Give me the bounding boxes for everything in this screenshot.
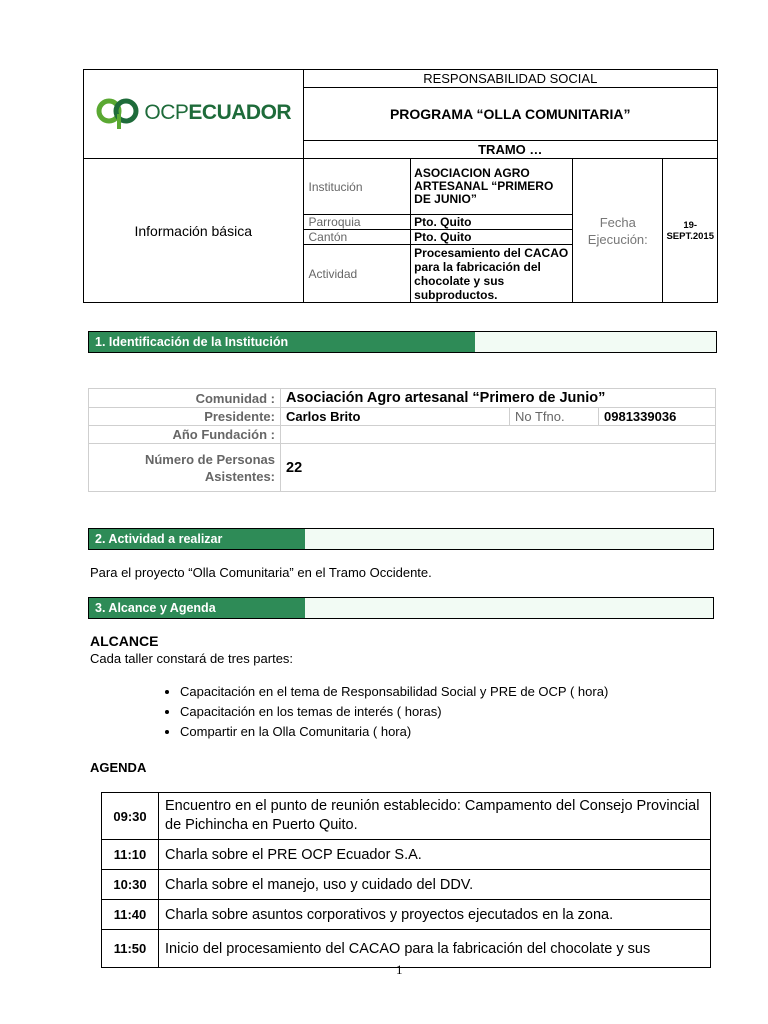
canton-label: Cantón <box>303 230 411 245</box>
agenda-desc: Charla sobre el PRE OCP Ecuador S.A. <box>159 840 711 870</box>
agenda-time: 11:40 <box>102 900 159 930</box>
personas-value: 22 <box>281 444 716 492</box>
table-row <box>102 840 711 870</box>
comunidad-label: Comunidad : <box>89 389 281 408</box>
agenda-time: 09:30 <box>102 793 159 840</box>
table-row <box>102 793 711 840</box>
table-row <box>102 930 711 968</box>
institution-table <box>88 388 716 492</box>
list-item: • Compartir en la Olla Comunitaria ( hora) <box>180 724 608 740</box>
parroquia-value: Pto. Quito <box>411 215 573 230</box>
responsabilidad-social: RESPONSABILIDAD SOCIAL <box>303 70 718 88</box>
agenda-desc: Charla sobre el manejo, uso y cuidado del DDV. <box>159 870 711 900</box>
institucion-label: Institución <box>303 159 411 215</box>
logo-cell <box>84 70 304 159</box>
tfno-value: 0981339036 <box>599 408 716 426</box>
tfno-label: No Tfno. <box>510 408 599 426</box>
institucion-value: ASOCIACION AGRO ARTESANAL “PRIMERO DE JUNIO” <box>411 159 573 215</box>
personas-label: Número de Personas Asistentes: <box>89 444 281 492</box>
actividad-text: Para el proyecto “Olla Comunitaria” en el Tramo Occidente. <box>90 565 432 580</box>
info-basica: Información básica <box>84 159 304 303</box>
logo-text-bold: ECUADOR <box>188 100 292 124</box>
actividad-label: Actividad <box>303 245 411 303</box>
agenda-heading: AGENDA <box>90 760 147 775</box>
programa-title: PROGRAMA “OLLA COMUNITARIA” <box>303 88 718 141</box>
actividad-value: Procesamiento del CACAO para la fabricación del chocolate y sus subproductos. <box>411 245 573 303</box>
ocp-logo-icon <box>95 96 141 130</box>
page-number: 1 <box>396 962 403 977</box>
ocp-logo <box>95 96 291 130</box>
alcance-heading: ALCANCE <box>90 633 159 649</box>
list-item: • Capacitación en los temas de interés ( horas) <box>180 704 608 720</box>
agenda-desc: Charla sobre asuntos corporativos y proyectos ejecutados en la zona. <box>159 900 711 930</box>
section-1-bar <box>88 331 717 353</box>
presidente-value: Carlos Brito <box>281 408 510 426</box>
agenda-time: 11:10 <box>102 840 159 870</box>
comunidad-value: Asociación Agro artesanal “Primero de Junio” <box>281 389 716 408</box>
section-3-title: 3. Alcance y Agenda <box>89 598 305 618</box>
list-item: • Capacitación en el tema de Responsabilidad Social y PRE de OCP ( hora) <box>180 684 608 700</box>
presidente-label: Presidente: <box>89 408 281 426</box>
agenda-time: 10:30 <box>102 870 159 900</box>
logo-text-light: OCP <box>144 100 189 124</box>
section-1-title: 1. Identificación de la Institución <box>89 332 475 352</box>
agenda-desc: Encuentro en el punto de reunión establecido: Campamento del Consejo Provincial de Pichincha en Puerto Quito. <box>159 793 711 840</box>
section-3-bar <box>88 597 714 619</box>
agenda-table <box>101 792 711 968</box>
header-table <box>83 69 718 303</box>
alcance-intro: Cada taller constará de tres partes: <box>90 651 294 666</box>
alcance-list <box>155 684 608 744</box>
canton-value: Pto. Quito <box>411 230 573 245</box>
tramo: TRAMO … <box>303 141 718 159</box>
parroquia-label: Parroquia <box>303 215 411 230</box>
section-2-title: 2. Actividad a realizar <box>89 529 305 549</box>
agenda-desc: Inicio del procesamiento del CACAO para la fabricación del chocolate y sus <box>159 930 711 968</box>
fundacion-label: Año Fundación : <box>89 426 281 444</box>
fecha-label: Fecha Ejecución: <box>573 159 663 303</box>
table-row <box>102 900 711 930</box>
fundacion-value <box>281 426 716 444</box>
agenda-time: 11:50 <box>102 930 159 968</box>
table-row <box>102 870 711 900</box>
section-2-bar <box>88 528 714 550</box>
fecha-value: 19-SEPT.2015 <box>663 159 718 303</box>
